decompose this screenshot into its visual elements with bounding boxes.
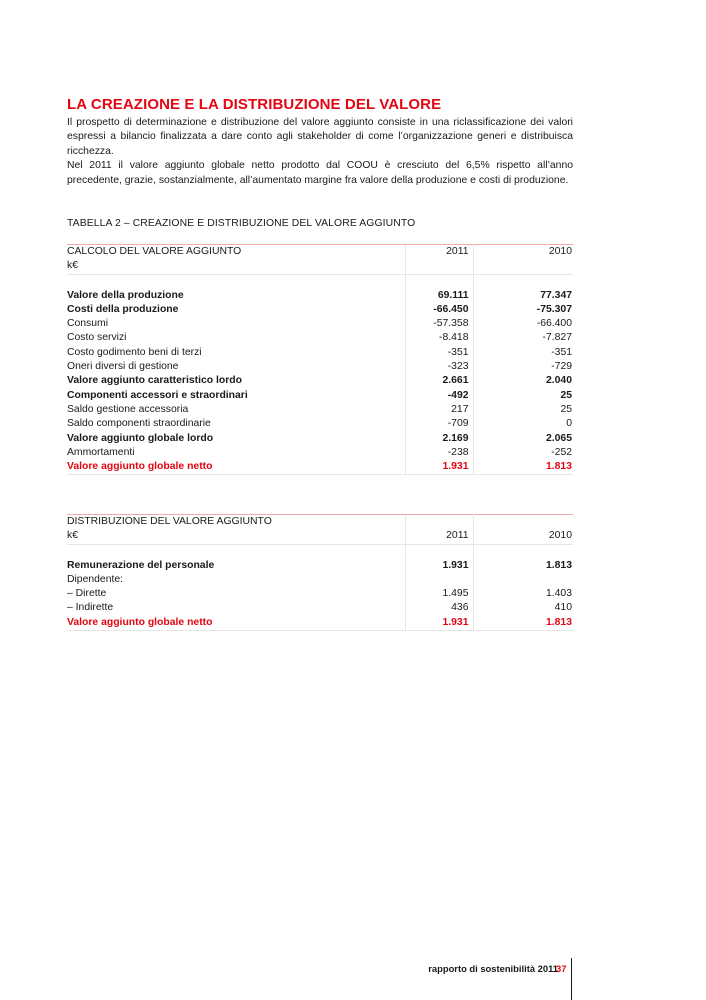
table-unit-row [67, 259, 573, 274]
table-row [67, 446, 573, 460]
row-label: Oneri diversi di gestione [67, 361, 179, 373]
value-2010: 1.403 [545, 588, 572, 600]
value-2011: 1.931 [405, 559, 473, 573]
row-label: Componenti accessori e straordinari [67, 389, 248, 401]
table-unit-row [67, 529, 573, 544]
value-2010 [473, 573, 573, 587]
value-2011: 2.169 [405, 432, 473, 446]
row-label: Valore aggiunto globale netto [67, 616, 405, 631]
value-2010: 2.040 [545, 375, 572, 387]
table-row [67, 403, 573, 417]
row-label: Consumi [67, 318, 108, 330]
table-row [67, 289, 573, 303]
year-2011-header: 2011 [405, 529, 473, 544]
value-2011: -492 [405, 389, 473, 403]
footer-divider [571, 958, 572, 1000]
table-row [67, 601, 573, 615]
year-2011-header: 2011 [405, 245, 473, 260]
value-2011 [405, 573, 473, 587]
value-2011: 1.931 [405, 460, 473, 475]
value-2011: -8.418 [405, 331, 473, 345]
table-row [67, 360, 573, 374]
value-2010: 25 [560, 403, 572, 415]
table-row [67, 346, 573, 360]
row-label: Costo godimento beni di terzi [67, 346, 202, 358]
value-2010: 25 [560, 389, 572, 401]
row-label: Costo servizi [67, 332, 127, 344]
value-2010: -66.400 [536, 318, 572, 330]
value-2011: 436 [405, 601, 473, 615]
value-2010: -7.827 [542, 332, 572, 344]
table-header-row [67, 515, 573, 530]
unit-label: k€ [67, 259, 405, 274]
row-label: Saldo componenti straordinarie [67, 418, 211, 430]
table-row [67, 559, 573, 573]
row-label: Remunerazione del personale [67, 559, 215, 571]
row-label: – Dirette [67, 588, 107, 600]
value-2010: 1.813 [473, 460, 573, 475]
section-title: LA CREAZIONE E LA DISTRIBUZIONE DEL VALORE [67, 96, 442, 113]
table-row [67, 587, 573, 601]
value-2010: -351 [551, 346, 572, 358]
row-label: Costi della produzione [67, 303, 179, 315]
row-label: Dipendente: [67, 573, 124, 585]
intro-paragraph: Il prospetto di determinazione e distribuzione del valore aggiunto consiste in una riclassificazione dei valori espressi a bilancio finalizzata a dare conto agli stakeholder di come l’organizzazione generi e distribuisca ricchezza. [67, 117, 573, 157]
value-2011: -66.450 [405, 303, 473, 317]
table-header-row [67, 245, 573, 260]
value-2010: -75.307 [536, 303, 572, 315]
intro-paragraph: Nel 2011 il valore aggiunto globale netto prodotto dal COOU è cresciuto del 6,5% rispetto all’anno precedente, grazie, sostanzialmente, all’aumentato margine fra valore della produzione e costi di produzione. [67, 160, 573, 186]
value-2010: 77.347 [540, 289, 572, 301]
value-2011: 69.111 [405, 289, 473, 303]
value-2011: 1.931 [405, 616, 473, 631]
table-heading: DISTRIBUZIONE DEL VALORE AGGIUNTO [67, 515, 405, 530]
year-2010-header: 2010 [473, 529, 573, 544]
row-label: Valore aggiunto globale netto [67, 460, 405, 475]
value-calculation-body [67, 245, 573, 475]
value-2010: 2.065 [545, 432, 572, 444]
table-row [67, 417, 573, 431]
value-2011: -351 [405, 346, 473, 360]
value-2010: 0 [566, 418, 572, 430]
value-2010: 410 [554, 602, 572, 614]
table-row [67, 460, 573, 475]
table-row [67, 432, 573, 446]
value-distribution-body [67, 515, 573, 631]
table-row [67, 389, 573, 403]
value-calculation-table [67, 244, 573, 475]
table-row [67, 374, 573, 388]
unit-label: k€ [67, 529, 405, 544]
value-2010: -729 [551, 361, 572, 373]
table-row [67, 303, 573, 317]
row-label: Valore aggiunto globale lordo [67, 432, 214, 444]
row-label: Ammortamenti [67, 446, 135, 458]
table-heading: CALCOLO DEL VALORE AGGIUNTO [67, 245, 405, 260]
table-row [67, 573, 573, 587]
row-label: Valore della produzione [67, 289, 184, 301]
value-2010: -252 [551, 446, 572, 458]
value-2010: 1.813 [473, 616, 573, 631]
value-2011: -709 [405, 417, 473, 431]
value-2011: -323 [405, 360, 473, 374]
value-2011: -238 [405, 446, 473, 460]
value-2011: 1.495 [405, 587, 473, 601]
table-row [67, 317, 573, 331]
table-row [67, 616, 573, 631]
row-label: Saldo gestione accessoria [67, 403, 189, 415]
intro-text [67, 116, 573, 188]
year-2010-header: 2010 [473, 245, 573, 260]
value-2011: -57.358 [405, 317, 473, 331]
value-distribution-table [67, 514, 573, 631]
value-2010: 1.813 [545, 559, 572, 571]
value-2011: 2.661 [405, 374, 473, 388]
footer-report-title: rapporto di sostenibilità 2011 [428, 963, 558, 974]
table-row [67, 331, 573, 345]
value-2011: 217 [405, 403, 473, 417]
row-label: – Indirette [67, 602, 114, 614]
row-label: Valore aggiunto caratteristico lordo [67, 375, 242, 387]
page-number: 37 [556, 963, 567, 974]
table-caption: TABELLA 2 – CREAZIONE E DISTRIBUZIONE DEL VALORE AGGIUNTO [67, 218, 416, 229]
